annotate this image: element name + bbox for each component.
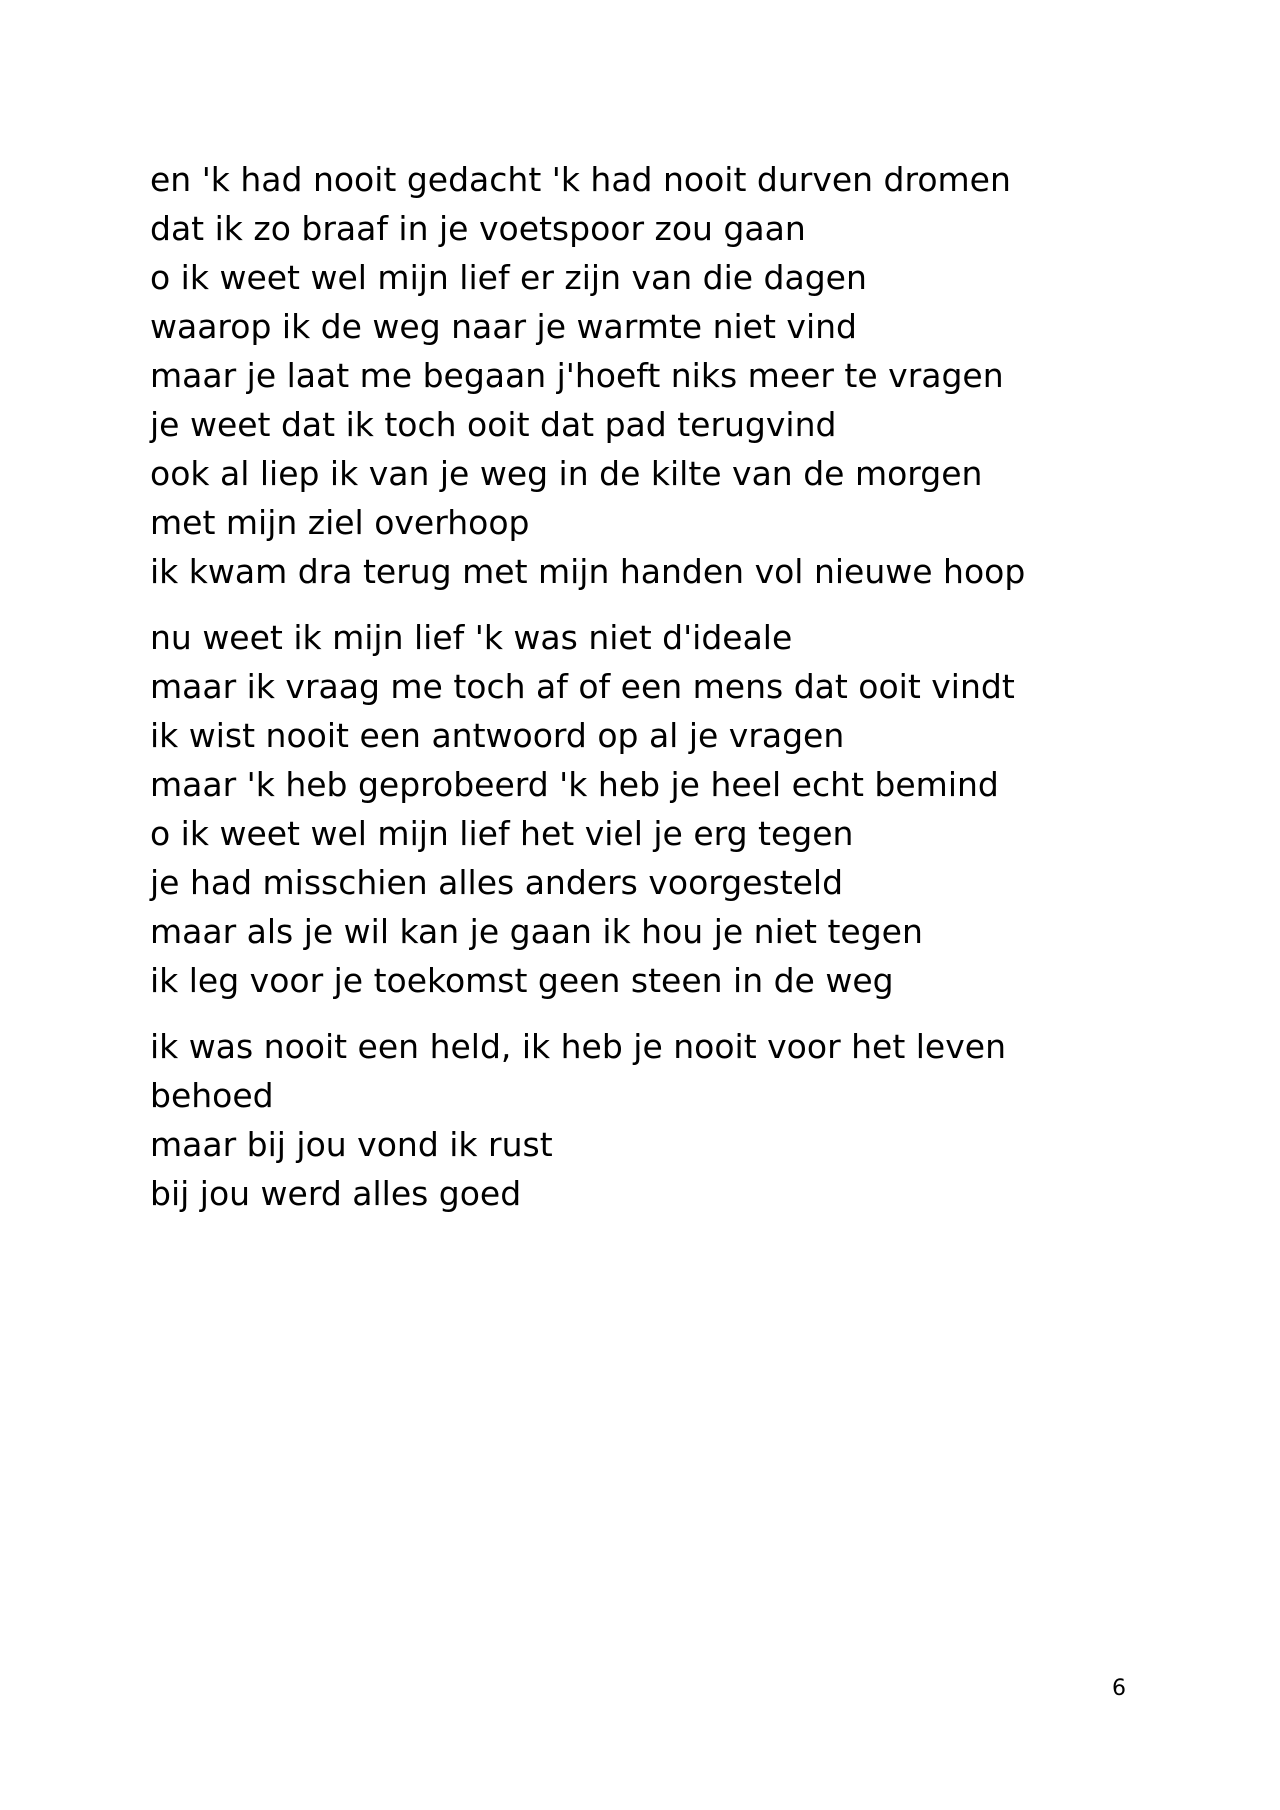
poem-line: ik leg voor je toekomst geen steen in de weg [150, 961, 894, 1000]
stanza-1 [150, 155, 1095, 596]
poem-line: ik was nooit een held, ik heb je nooit voor het leven behoed [150, 1027, 1006, 1115]
poem-line: maar 'k heb geprobeerd 'k heb je heel echt bemind [150, 765, 999, 804]
poem-line: maar als je wil kan je gaan ik hou je niet tegen [150, 912, 923, 951]
stanza-3 [150, 1022, 1095, 1218]
page-number: 6 [1112, 1676, 1126, 1701]
poem-line: je weet dat ik toch ooit dat pad terugvind [150, 405, 837, 444]
poem-text [150, 155, 1095, 1235]
poem-line: o ik weet wel mijn lief het viel je erg tegen [150, 814, 854, 853]
poem-line: o ik weet wel mijn lief er zijn van die dagen [150, 258, 867, 297]
poem-line: je had misschien alles anders voorgesteld [150, 863, 844, 902]
stanza-2 [150, 613, 1095, 1005]
poem-line: dat ik zo braaf in je voetspoor zou gaan [150, 209, 806, 248]
poem-line: nu weet ik mijn lief 'k was niet d'ideale [150, 618, 793, 657]
poem-line: met mijn ziel overhoop [150, 503, 530, 542]
poem-line: maar je laat me begaan j'hoeft niks meer te vragen [150, 356, 1004, 395]
poem-line: en 'k had nooit gedacht 'k had nooit durven dromen [150, 160, 1011, 199]
poem-line: bij jou werd alles goed [150, 1174, 522, 1213]
poem-line: ik wist nooit een antwoord op al je vragen [150, 716, 845, 755]
poem-line: maar bij jou vond ik rust [150, 1125, 553, 1164]
poem-line: ook al liep ik van je weg in de kilte van de morgen [150, 454, 983, 493]
poem-line: waarop ik de weg naar je warmte niet vind [150, 307, 857, 346]
poem-line: ik kwam dra terug met mijn handen vol nieuwe hoop [150, 552, 1026, 591]
poem-line: maar ik vraag me toch af of een mens dat ooit vindt [150, 667, 1015, 706]
